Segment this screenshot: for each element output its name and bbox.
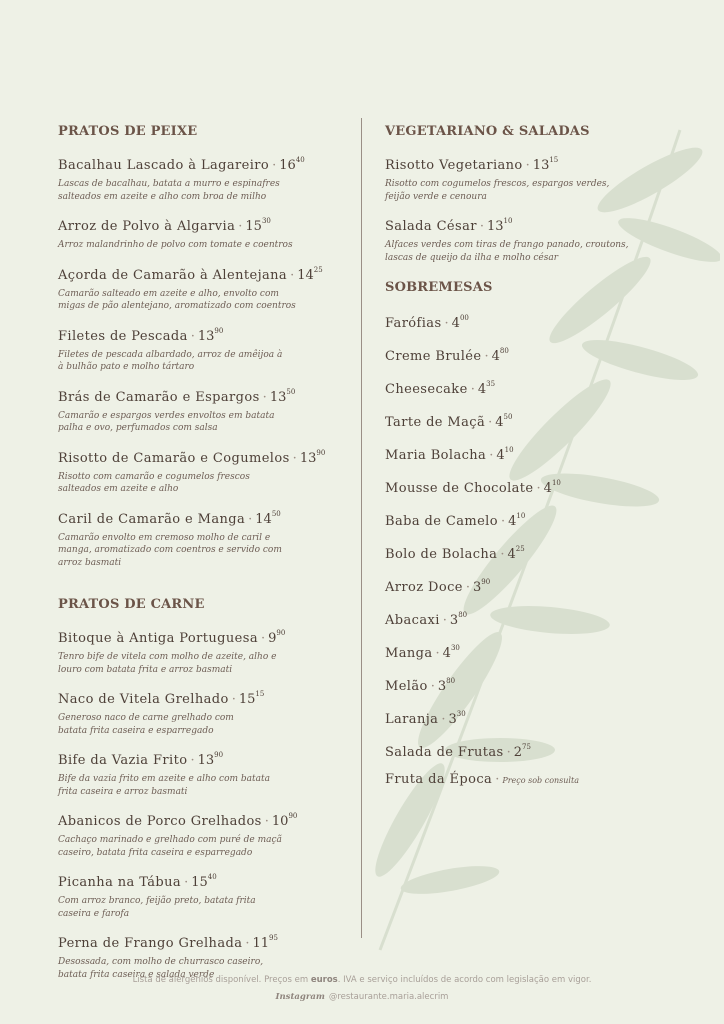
menu-item-heading xyxy=(385,441,685,465)
footer-text-end: . IVA e serviço incluídos de acordo com legislação em vigor. xyxy=(337,975,592,985)
section-sobremesas xyxy=(385,280,685,790)
menu-item-price: 13 xyxy=(269,389,287,405)
menu-item xyxy=(385,309,685,333)
menu-item-price: 4 xyxy=(508,514,517,529)
description-line: lascas de queijo da ilha e molho césar xyxy=(385,252,559,263)
menu-item-price-cents: 25 xyxy=(515,545,525,553)
menu-item-name: Abacaxi xyxy=(385,613,440,628)
menu-item-name: Açorda de Camarão à Alentejana xyxy=(58,267,288,283)
menu-item xyxy=(58,212,348,252)
menu-item-price-cents: 75 xyxy=(522,743,531,751)
menu-item xyxy=(385,639,685,663)
description-line: Desossada, com molho de churrasco caseiro, xyxy=(58,957,264,967)
menu-item-name: Bife da Vazia Frito xyxy=(58,753,188,768)
menu-item-heading xyxy=(58,261,348,285)
menu-item xyxy=(385,540,685,564)
description-line: Cachaço marinado e grelhado com puré de maçã xyxy=(58,835,282,845)
menu-item-price: 13 xyxy=(197,328,215,344)
menu-item-price: 13 xyxy=(197,753,215,768)
menu-item xyxy=(385,408,685,432)
menu-item-heading xyxy=(58,685,348,709)
menu-item-price: 13 xyxy=(532,158,550,173)
menu-item xyxy=(58,746,348,798)
price-separator: · xyxy=(262,389,267,405)
menu-item-price: 14 xyxy=(255,511,272,527)
menu-item-heading xyxy=(385,540,685,564)
menu-item-heading xyxy=(385,606,685,630)
description-line: Bife da vazia frito em azeite e alho com batata xyxy=(58,774,270,784)
menu-item-price-cents: 25 xyxy=(313,265,323,274)
menu-item-price: 3 xyxy=(437,679,447,694)
section-title-peixe: PRATOS DE PEIXE xyxy=(58,124,198,139)
menu-item xyxy=(58,685,348,737)
price-separator: · xyxy=(231,692,236,707)
menu-item-name: Mousse de Chocolate xyxy=(385,481,534,496)
description-line: Camarão e espargos verdes envoltos em batata xyxy=(58,410,275,421)
menu-item-price-cents: 90 xyxy=(276,629,286,637)
price-separator: · xyxy=(190,753,195,768)
menu-item-heading xyxy=(385,474,685,498)
menu-item-heading xyxy=(58,929,348,953)
price-separator: · xyxy=(190,328,195,344)
menu-item-price: 11 xyxy=(252,936,270,951)
menu-item-description xyxy=(58,651,348,676)
menu-item-price-cents: 50 xyxy=(286,387,296,396)
menu-item xyxy=(58,261,348,313)
menu-item-price-cents: 90 xyxy=(316,448,326,457)
price-separator: · xyxy=(536,481,541,496)
menu-item xyxy=(58,151,348,203)
menu-item xyxy=(385,672,685,696)
price-separator: · xyxy=(488,415,493,430)
description-line: Risotto com camarão e cogumelos frescos xyxy=(58,471,250,482)
menu-item-name: Creme Brulée xyxy=(385,349,482,364)
menu-item-price: 4 xyxy=(495,415,504,430)
price-separator: · xyxy=(260,631,266,646)
menu-item-price: 16 xyxy=(279,158,296,173)
menu-item-price-cents: 50 xyxy=(271,509,281,518)
menu-item-name: Brás de Camarão e Espargos xyxy=(58,389,260,405)
menu-item-heading xyxy=(385,573,685,597)
section-peixe xyxy=(58,124,348,569)
menu-item-heading xyxy=(385,212,685,236)
menu-item xyxy=(385,474,685,498)
menu-item-heading xyxy=(385,639,685,663)
menu-item-heading xyxy=(58,322,348,346)
price-separator: · xyxy=(495,772,500,787)
price-separator: · xyxy=(442,613,447,628)
section-title-vegetariano: VEGETARIANO & SALADAS xyxy=(385,124,590,139)
footer-text: Lista de alergénios disponível. Preços em xyxy=(132,975,311,985)
menu-item-description xyxy=(58,773,348,798)
menu-item-price: 4 xyxy=(496,448,505,463)
menu-item xyxy=(58,505,348,570)
section-carne xyxy=(58,597,348,981)
description-line: caseira e farofa xyxy=(58,908,130,919)
price-separator: · xyxy=(479,219,484,234)
menu-item-name: Salada de Frutas xyxy=(385,745,504,760)
menu-item-price-cents: 80 xyxy=(499,347,509,355)
menu-item-description xyxy=(58,834,348,859)
description-line: Filetes de pescada albardado, arroz de amêijoa à xyxy=(58,349,283,360)
description-line: Generoso naco de carne grelhado com xyxy=(58,713,234,723)
menu-item-name: Fruta da Época xyxy=(385,772,493,787)
footer-instagram xyxy=(0,992,724,1002)
menu-item-heading xyxy=(385,408,685,432)
menu-item xyxy=(385,705,685,729)
menu-item-heading xyxy=(385,342,685,366)
left-column xyxy=(58,120,348,990)
menu-item-price-cents: 40 xyxy=(207,873,217,881)
menu-item xyxy=(385,573,685,597)
price-separator: · xyxy=(441,712,446,727)
menu-item-heading xyxy=(385,507,685,531)
menu-item-heading xyxy=(385,771,685,790)
sobremesas-list xyxy=(385,309,685,790)
price-separator: · xyxy=(489,448,494,463)
menu-item-price-cents: 40 xyxy=(295,156,305,164)
menu-item-name: Cheesecake xyxy=(385,382,468,397)
menu-item-description xyxy=(385,239,685,264)
menu-item-name: Tarte de Maçã xyxy=(385,415,486,430)
menu-item-price: 13 xyxy=(487,219,504,234)
menu-item-description xyxy=(58,471,348,496)
menu-item xyxy=(385,441,685,465)
menu-item xyxy=(385,212,685,264)
peixe-list xyxy=(58,151,348,569)
carne-list xyxy=(58,624,348,981)
menu-item-description xyxy=(58,712,348,737)
price-separator: · xyxy=(484,349,489,364)
menu-item-name: Baba de Camelo xyxy=(385,514,498,529)
menu-item xyxy=(58,929,348,981)
menu-item-name: Naco de Vitela Grelhado xyxy=(58,692,229,707)
menu-item-name: Bitoque à Antiga Portuguesa xyxy=(58,631,258,646)
menu-item-price-cents: 15 xyxy=(549,156,559,164)
instagram-handle[interactable]: @restaurante.maria.alecrim xyxy=(328,992,449,1002)
menu-item xyxy=(385,375,685,399)
description-line: à bulhão pato e molho tártaro xyxy=(58,362,195,372)
menu-item-name: Bacalhau Lascado à Lagareiro xyxy=(58,158,270,173)
menu-item-description xyxy=(58,288,348,313)
menu-item-price: 2 xyxy=(513,745,522,760)
description-line: palha e ovo, perfumados com salsa xyxy=(58,423,218,433)
menu-item-price-cents: 00 xyxy=(459,314,469,322)
menu-item-price: 4 xyxy=(543,481,552,496)
price-separator: · xyxy=(506,745,511,760)
description-line: Arroz malandrinho de polvo com tomate e coentros xyxy=(58,240,293,250)
menu-item-price-cents: 95 xyxy=(269,934,278,942)
price-separator: · xyxy=(264,814,269,829)
menu-item-name: Caril de Camarão e Manga xyxy=(58,511,246,527)
menu-item xyxy=(58,624,348,676)
section-vegetariano xyxy=(385,124,685,264)
description-line: salteados em azeite e alho com broa de milho xyxy=(58,191,267,202)
price-separator: · xyxy=(500,547,505,562)
description-line: Tenro bife de vitela com molho de azeite, alho e xyxy=(58,652,277,662)
menu-item-price: 10 xyxy=(271,814,289,829)
description-line: frita caseira e arroz basmati xyxy=(58,786,188,797)
menu-item-heading xyxy=(385,375,685,399)
menu-item-price-cents: 30 xyxy=(456,710,466,718)
menu-item-name: Manga xyxy=(385,646,433,661)
menu-item-name: Maria Bolacha xyxy=(385,448,487,463)
menu-item-price-cents: 90 xyxy=(481,578,491,586)
menu-item-price: 13 xyxy=(299,450,317,466)
menu-item-name: Picanha na Tábua xyxy=(58,875,182,890)
menu-item-description xyxy=(58,178,348,203)
price-separator: · xyxy=(290,267,295,283)
menu-item xyxy=(385,507,685,531)
menu-item-price: 4 xyxy=(477,382,487,397)
description-line: Lascas de bacalhau, batata a murro e espinafres xyxy=(58,179,280,189)
description-line: migas de pão alentejano, aromatizado com coentros xyxy=(58,301,296,311)
menu-item-description xyxy=(58,349,348,374)
description-line: feijão verde e cenoura xyxy=(385,191,487,202)
menu-item-heading xyxy=(58,505,348,529)
menu-item-price: 15 xyxy=(238,692,256,707)
footer-allergens-note xyxy=(0,975,724,985)
menu-item-price-cents: 80 xyxy=(458,611,468,619)
menu-item xyxy=(385,771,685,790)
menu-item-price-cents: 10 xyxy=(503,217,513,225)
menu-item-price: 4 xyxy=(442,646,451,661)
price-separator: · xyxy=(525,158,530,173)
menu-item xyxy=(58,868,348,920)
description-line: arroz basmati xyxy=(58,557,122,568)
instagram-label: Instagram xyxy=(275,992,325,1002)
menu-item-price-cents: 10 xyxy=(504,446,514,454)
menu-item-heading xyxy=(58,868,348,892)
menu-item-heading xyxy=(58,746,348,770)
menu-item-heading xyxy=(58,444,348,468)
menu-item-description xyxy=(385,178,685,203)
description-line: Camarão envolto em cremoso molho de caril e xyxy=(58,532,271,543)
menu-item-heading xyxy=(58,151,348,175)
menu-item-heading xyxy=(58,212,348,236)
menu-item-description xyxy=(58,410,348,435)
menu-item-price: 15 xyxy=(245,219,262,234)
menu-item xyxy=(58,444,348,496)
menu-item-heading xyxy=(58,624,348,648)
menu-item-heading xyxy=(385,309,685,333)
menu-item-description xyxy=(58,239,348,252)
menu-item-name: Risotto de Camarão e Cogumelos xyxy=(58,450,290,466)
menu-item-price-cents: 80 xyxy=(446,677,456,685)
description-line: salteados em azeite e alho xyxy=(58,484,179,494)
menu-item-price: 3 xyxy=(449,613,459,628)
menu-item-name: Farófias xyxy=(385,316,442,331)
price-separator: · xyxy=(248,511,253,527)
menu-item-price: 4 xyxy=(451,316,460,331)
menu-item-description xyxy=(58,532,348,570)
price-separator: · xyxy=(184,875,189,890)
menu-item-heading xyxy=(385,705,685,729)
menu-item-price-cents: 30 xyxy=(450,644,460,652)
description-line: caseiro, batata frita caseira e esparregado xyxy=(58,847,253,858)
menu-item-price-cents: 35 xyxy=(486,380,496,388)
vegetariano-list xyxy=(385,151,685,264)
price-separator: · xyxy=(470,382,475,397)
menu-item-name: Perna de Frango Grelhada xyxy=(58,936,243,951)
menu-item xyxy=(58,322,348,374)
price-separator: · xyxy=(430,679,435,694)
menu-item-price-cents: 10 xyxy=(516,512,526,520)
menu-item-price: 4 xyxy=(507,547,516,562)
menu-item-name: Salada César xyxy=(385,219,477,234)
price-separator: · xyxy=(292,450,297,466)
menu-item-heading xyxy=(385,672,685,696)
menu-item-heading xyxy=(58,807,348,831)
menu-item-price-cents: 15 xyxy=(255,690,265,698)
menu-item-heading xyxy=(58,383,348,407)
menu-item-price-note: Preço sob consulta xyxy=(502,776,579,785)
section-title-sobremesas: SOBREMESAS xyxy=(385,280,493,295)
description-line: batata frita caseira e esparregado xyxy=(58,725,214,736)
section-title-carne: PRATOS DE CARNE xyxy=(58,597,205,612)
menu-item-name: Melão xyxy=(385,679,428,694)
menu-item xyxy=(385,151,685,203)
menu-item xyxy=(385,342,685,366)
price-separator: · xyxy=(272,158,277,173)
menu-item-name: Risotto Vegetariano xyxy=(385,158,523,173)
menu-item-price-cents: 90 xyxy=(214,326,224,335)
description-line: Com arroz branco, feijão preto, batata frita xyxy=(58,896,256,906)
description-line: Camarão salteado em azeite e alho, envolto com xyxy=(58,288,279,299)
menu-item-description xyxy=(58,895,348,920)
menu-item-name: Abanicos de Porco Grelhados xyxy=(58,814,262,829)
description-line: manga, aromatizado com coentros e servido com xyxy=(58,545,282,555)
menu-item-name: Arroz Doce xyxy=(385,580,463,595)
menu-item-name: Filetes de Pescada xyxy=(58,328,188,344)
menu-item-name: Laranja xyxy=(385,712,439,727)
menu-item-name: Arroz de Polvo à Algarvia xyxy=(58,219,236,234)
menu-item-price-cents: 90 xyxy=(288,812,298,820)
menu-item-heading xyxy=(385,738,685,762)
description-line: Risotto com cogumelos frescos, espargos verdes, xyxy=(385,179,610,189)
price-separator: · xyxy=(238,219,243,234)
menu-item-heading xyxy=(385,151,685,175)
right-column xyxy=(385,120,685,799)
price-separator: · xyxy=(500,514,506,529)
menu-item-price: 14 xyxy=(297,267,314,283)
description-line: batata frita caseira e salada verde xyxy=(58,969,215,980)
column-divider xyxy=(361,118,362,938)
price-separator: · xyxy=(245,936,250,951)
menu-item-price: 9 xyxy=(268,631,277,646)
menu-item-price-cents: 10 xyxy=(551,479,561,487)
description-line: Alfaces verdes com tiras de frango panado, croutons, xyxy=(385,240,629,250)
menu-item-price: 3 xyxy=(448,712,457,727)
menu-item-price-cents: 50 xyxy=(503,413,513,421)
menu-item xyxy=(58,383,348,435)
menu-item-price-cents: 30 xyxy=(261,217,271,225)
menu-item xyxy=(385,606,685,630)
menu-item-price-cents: 90 xyxy=(214,751,224,759)
price-separator: · xyxy=(465,580,470,595)
menu-item-price: 3 xyxy=(473,580,482,595)
menu-item xyxy=(58,807,348,859)
menu-item-price: 15 xyxy=(191,875,208,890)
price-separator: · xyxy=(444,316,449,331)
menu-item-name: Bolo de Bolacha xyxy=(385,547,498,562)
description-line: louro com batata frita e arroz basmati xyxy=(58,664,233,675)
footer-bold-euros: euros xyxy=(310,975,338,985)
price-separator: · xyxy=(435,646,440,661)
menu-item xyxy=(385,738,685,762)
menu-item-price: 4 xyxy=(491,349,500,364)
